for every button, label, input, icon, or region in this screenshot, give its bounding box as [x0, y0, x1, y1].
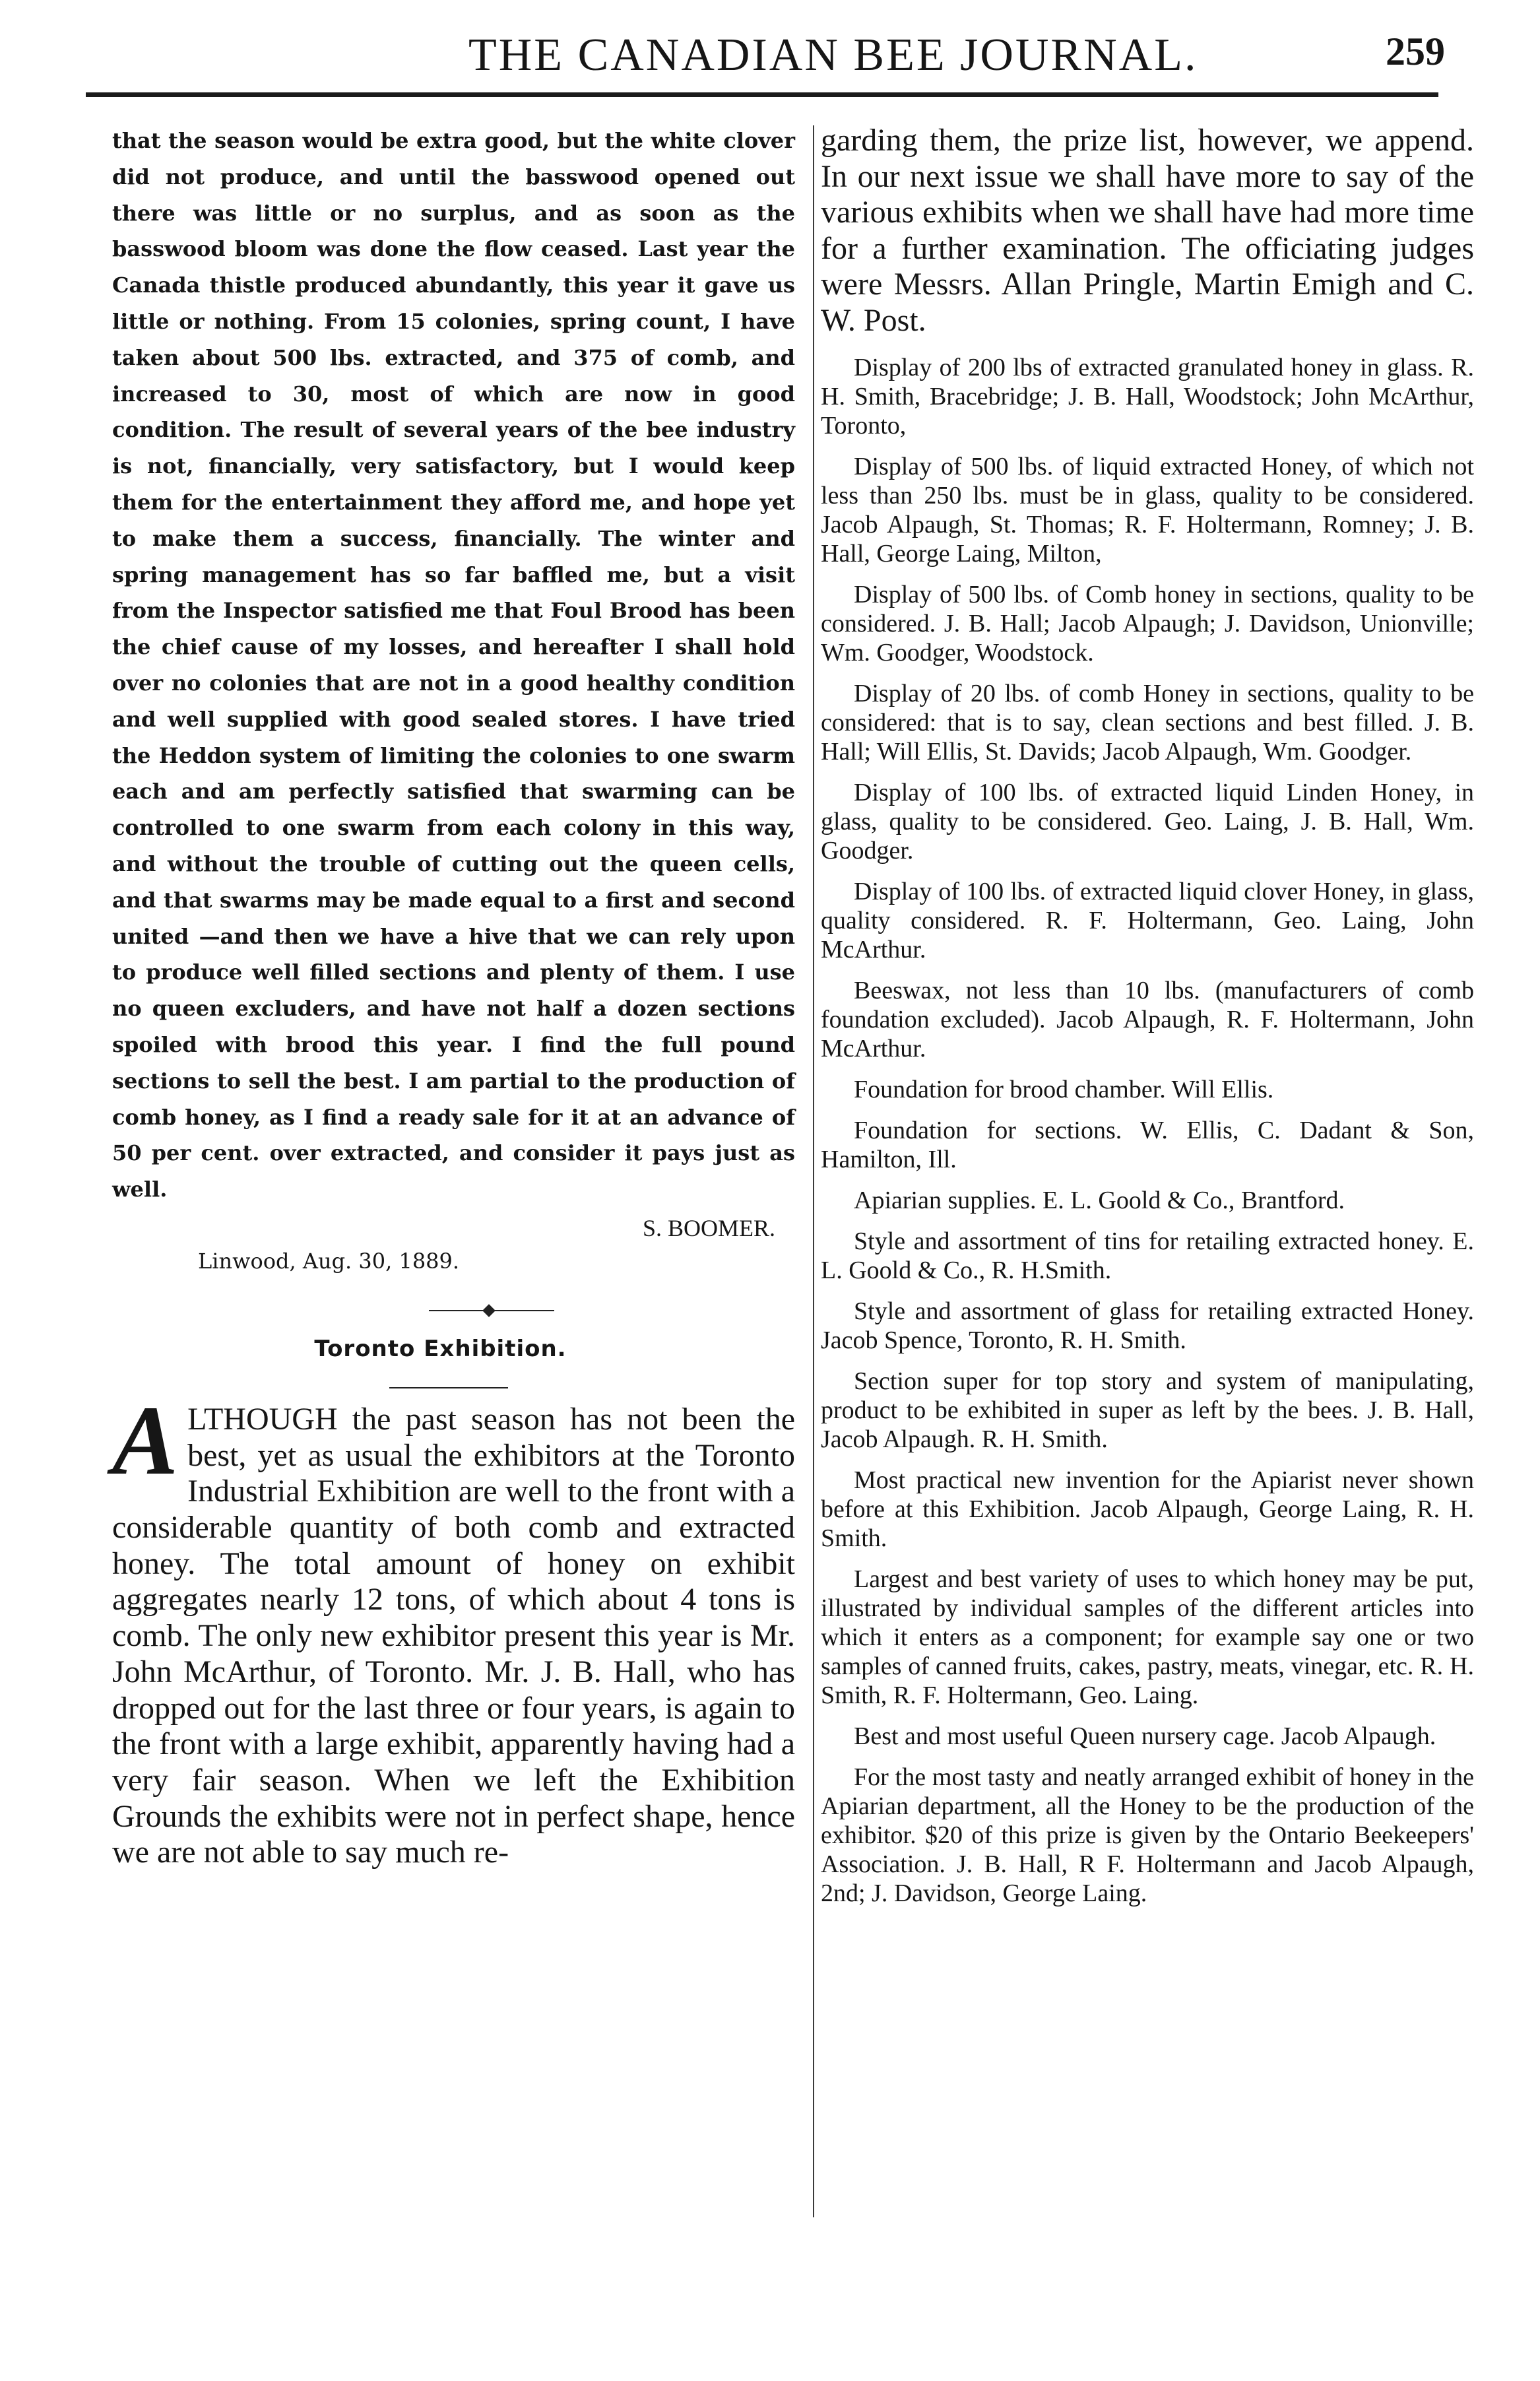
prize-entry: Display of 100 lbs. of extracted liquid Linden Honey, in glass, quality to be considered. Geo. Laing, J. B. Hall, Wm. Goodger. — [821, 779, 1474, 864]
prize-entry: Most practical new invention for the Apiarist never shown before at this Exhibition. Jacob Alpaugh, George Laing, R. H. Smith. — [821, 1466, 1474, 1552]
right-column — [821, 123, 1474, 1920]
prize-entry: Style and assortment of glass for retailing extracted Honey. Jacob Spence, Toronto, R. H. Smith. — [821, 1297, 1474, 1354]
page-number: 259 — [1386, 30, 1445, 73]
drop-cap: A — [112, 1385, 179, 1495]
place-date: Linwood, Aug. 30, 1889. — [198, 1248, 460, 1274]
prize-entry: Display of 500 lbs. of Comb honey in sections, quality to be considered. J. B. Hall; Jacob Alpaugh; J. Davidson, Unionville; Wm. Goodger, Woodstock. — [821, 581, 1474, 667]
prize-entry: Display of 500 lbs. of liquid extracted Honey, of which not less than 250 lbs. must be in glass, quality to be considered. Jacob Alpaugh, St. Thomas; R. F. Holtermann, Romney; J. B. Hall, George Laing, Milton, — [821, 453, 1474, 568]
prize-entry: Section super for top story and system of manipulating, product to be exhibited in super as left by the bees. J. B. Hall, Jacob Alpaugh. R. H. Smith. — [821, 1367, 1474, 1453]
page-header — [99, 26, 1445, 86]
article-intro — [112, 1385, 795, 1871]
prize-list — [821, 353, 1474, 1908]
prize-entry: Display of 200 lbs of extracted granulated honey in glass. R. H. Smith, Bracebridge; J. B. Hall, Woodstock; John McArthur, Toronto, — [821, 354, 1474, 440]
prize-entry: For the most tasty and neatly arranged exhibit of honey in the Apiarian department, all the Honey to be the production of the exhibitor. $20 of this prize is given by the Ontario Beekeepers' Association. J. B. Hall, R F. Holtermann and Jacob Alpaugh, 2nd; J. Davidson, George Laing. — [821, 1763, 1474, 1907]
letter-paragraph: that the season would be extra good, but the white clover did not produce, and until the basswood opened out there was little or no surplus, and as soon as the basswood bloom was done the flow ceased. Last year the Canada thistle produced abundantly, this year it gave us little or nothing. From 15 colonies, spring count, I have taken about 500 lbs. extracted, and 375 of comb, and increased to 30, most of which are now in good condition. The result of several years of the bee industry is not, financially, very satisfactory, but I would keep them for the entertainment they afford me, and hope yet to make them a success, financially. The winter and spring management has so far baffled me, but a visit from the Inspector satisfied me that Foul Brood has been the chief cause of my losses, and hereafter I shall hold over no colonies that are not in a good healthy condition and well supplied with good sealed stores. I have tried the Heddon system of limiting the colonies to one swarm each and am perfectly satisfied that swarming can be controlled to one swarm from each colony in this way, and without the trouble of cutting out the queen cells, and that swarms may be made equal to a first and second united —and then we have a hive that we can rely upon to produce well filled sections and plenty of them. I use no queen excluders, and have not half a dozen sections spoiled with brood this year. I find the full pound sections to sell the best. I am partial to the production of comb honey, as I find a ready sale for it at an advance of 50 per cent. over extracted, and consider it pays just as well. — [112, 128, 795, 1202]
prize-entry: Foundation for sections. W. Ellis, C. Dadant & Son, Hamilton, Ill. — [821, 1117, 1474, 1173]
header-rule — [86, 92, 1438, 97]
heading-rule — [389, 1387, 508, 1388]
prize-entry: Apiarian supplies. E. L. Goold & Co., Brantford. — [854, 1187, 1345, 1214]
signature: S. BOOMER. — [642, 1214, 775, 1241]
prize-entry: Best and most useful Queen nursery cage. Jacob Alpaugh. — [854, 1722, 1436, 1750]
prize-entry: Largest and best variety of uses to which honey may be put, illustrated by individual samples of the different articles into which it enters as a component; for example say one or two samples of canned fruits, cakes, pastry, meats, vinegar, etc. R. H. Smith, R. F. Holtermann, Geo. Laing. — [821, 1565, 1474, 1709]
prize-entry: Style and assortment of tins for retailing extracted honey. E. L. Goold & Co., R. H.Smith. — [821, 1227, 1474, 1284]
left-column — [112, 123, 795, 1871]
prize-entry: Display of 100 lbs. of extracted liquid clover Honey, in glass, quality considered. R. F. Holtermann, Geo. Laing, John McArthur. — [821, 878, 1474, 963]
section-heading: Toronto Exhibition. — [314, 1335, 567, 1362]
column-divider — [813, 125, 814, 2217]
journal-title: THE CANADIAN BEE JOURNAL. — [468, 30, 1198, 81]
prize-entry: Beeswax, not less than 10 lbs. (manufacturers of comb foundation excluded). Jacob Alpaugh, R. F. Holtermann, John McArthur. — [821, 977, 1474, 1062]
prize-entry: Display of 20 lbs. of comb Honey in sections, quality to be considered: that is to say, clean sections and best filled. J. B. Hall; Will Ellis, St. Davids; Jacob Alpaugh, Wm. Goodger. — [821, 680, 1474, 766]
article-intro-text: LTHOUGH the past season has not been the best, yet as usual the exhibitors at the Toronto Industrial Exhibition are well to the front with a considerable quantity of both comb and extracted honey. The total amount of honey on exhibit aggregates nearly 12 tons, of which about 4 tons is comb. The only new exhibitor present this year is Mr. John McArthur, of Toronto. Mr. J. B. Hall, who has dropped out for the last three or four years, is again to the front with a large exhibit, apparently having had a very fair season. When we left the Exhibition Grounds the exhibits were not in perfect shape, hence we are not able to say much re- — [112, 1401, 795, 1870]
article-continuation: garding them, the prize list, however, we append. In our next issue we shall have more to say of the various exhibits when we shall have had more time for a further examination. The officiating judges were Messrs. Allan Pringle, Martin Emigh and C. W. Post. — [821, 123, 1474, 338]
prize-entry: Foundation for brood chamber. Will Ellis. — [854, 1076, 1274, 1103]
ornament-divider — [429, 1303, 554, 1319]
